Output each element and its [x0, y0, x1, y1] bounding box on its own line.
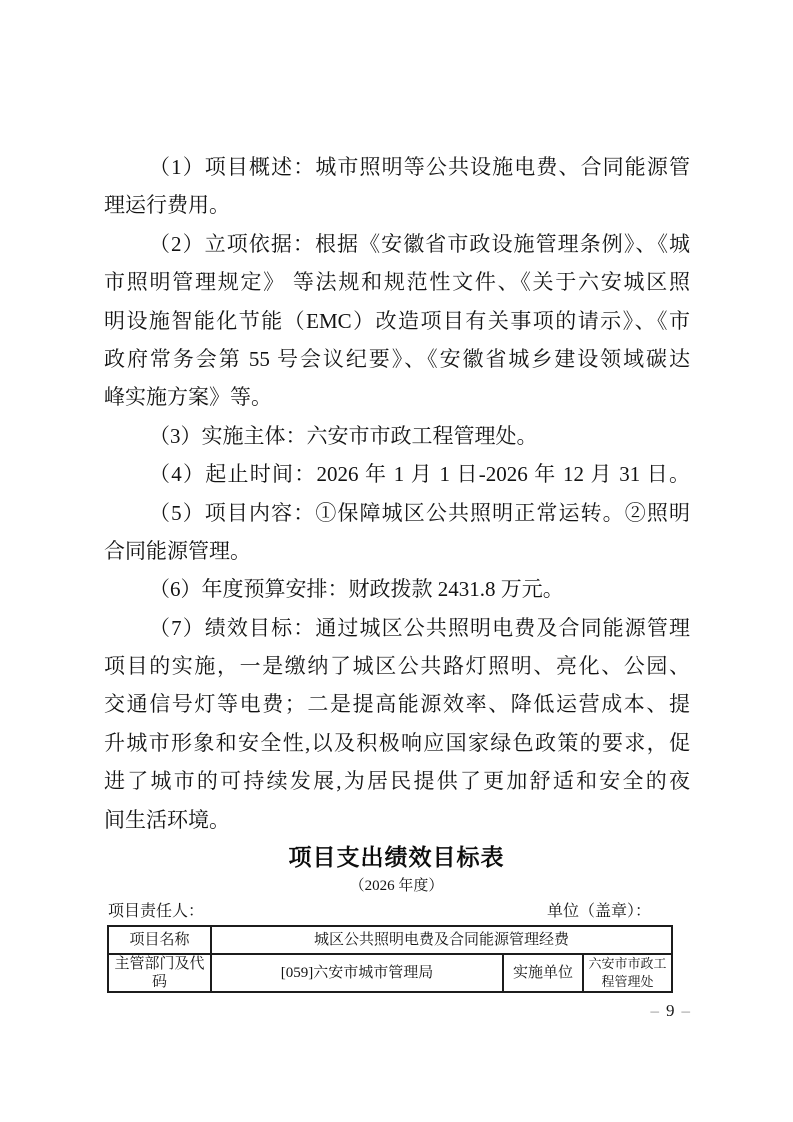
project-name-label-cell: 项目名称 — [108, 926, 211, 954]
body-line: （4）起止时间：2026 年 1 月 1 日-2026 年 12 月 31 日。 — [149, 462, 690, 487]
page-number-value: 9 — [666, 1001, 675, 1020]
unit-seal-label: 单位（盖章）： — [546, 903, 651, 920]
body-line: （1）项目概述：城市照明等公共设施电费、合同能源管 — [149, 155, 690, 179]
paragraph — [104, 455, 690, 493]
page-number — [651, 1000, 691, 1022]
paragraph — [104, 148, 690, 225]
body-line: 交通信号灯等电费；二是提高能源效率、降低运营成本、提 — [104, 692, 690, 717]
body-line: （6）年度预算安排：财政拨款 2431.8 万元。 — [149, 577, 564, 602]
department-value-cell: [059]六安市城市管理局 — [211, 954, 503, 992]
table-subtitle-year: （2026 年度） — [349, 878, 444, 894]
body-line: 峰实施方案》等。 — [104, 385, 272, 410]
table-title: 项目支出绩效目标表 — [288, 844, 505, 870]
body-line: 市照明管理规定》 等法规和规范性文件、《关于六安城区照 — [104, 270, 690, 295]
paragraph — [104, 417, 690, 455]
table-row — [108, 926, 672, 954]
implementing-unit-label-cell: 实施单位 — [503, 954, 583, 992]
body-line: （7）绩效目标：通过城区公共照明电费及合同能源管理 — [149, 615, 690, 640]
implementing-unit-value-cell: 六安市市政工程管理处 — [583, 954, 672, 992]
project-name-value-cell: 城区公共照明电费及合同能源管理经费 — [211, 926, 672, 954]
paragraph — [104, 225, 690, 417]
body-line: （5）项目内容：①保障城区公共照明正常运转。②照明 — [149, 500, 690, 525]
body-line: 理运行费用。 — [104, 193, 230, 218]
body-line: （2）立项依据：根据《安徽省市政设施管理条例》、《城 — [149, 231, 690, 256]
body-line: 间生活环境。 — [104, 807, 230, 832]
body-line: 合同能源管理。 — [104, 538, 251, 563]
signature-row — [108, 901, 651, 923]
table-row — [108, 954, 672, 992]
paragraph — [104, 570, 690, 608]
page-number-dash-left: – — [650, 1001, 659, 1020]
body-line: 项目的实施，一是缴纳了城区公共路灯照明、亮化、公园、 — [104, 654, 690, 679]
body-line: 政府常务会第 55 号会议纪要》、《安徽省城乡建设领域碳达 — [104, 346, 690, 371]
department-label-cell: 主管部门及代码 — [108, 954, 211, 992]
responsible-person-label: 项目责任人： — [108, 903, 205, 920]
body-line: 明设施智能化节能（EMC）改造项目有关事项的请示》、《市 — [104, 308, 690, 333]
body-line: 升城市形象和安全性,以及积极响应国家绿色政策的要求，促 — [104, 730, 690, 755]
body-line: （3）实施主体：六安市市政工程管理处。 — [149, 423, 538, 448]
body-line: 进了城市的可持续发展,为居民提供了更加舒适和安全的夜 — [104, 769, 690, 794]
paragraph — [104, 494, 690, 571]
performance-table — [107, 925, 673, 993]
paragraph — [104, 609, 690, 839]
document-body — [104, 148, 690, 839]
page-number-dash-right: – — [681, 1001, 690, 1020]
